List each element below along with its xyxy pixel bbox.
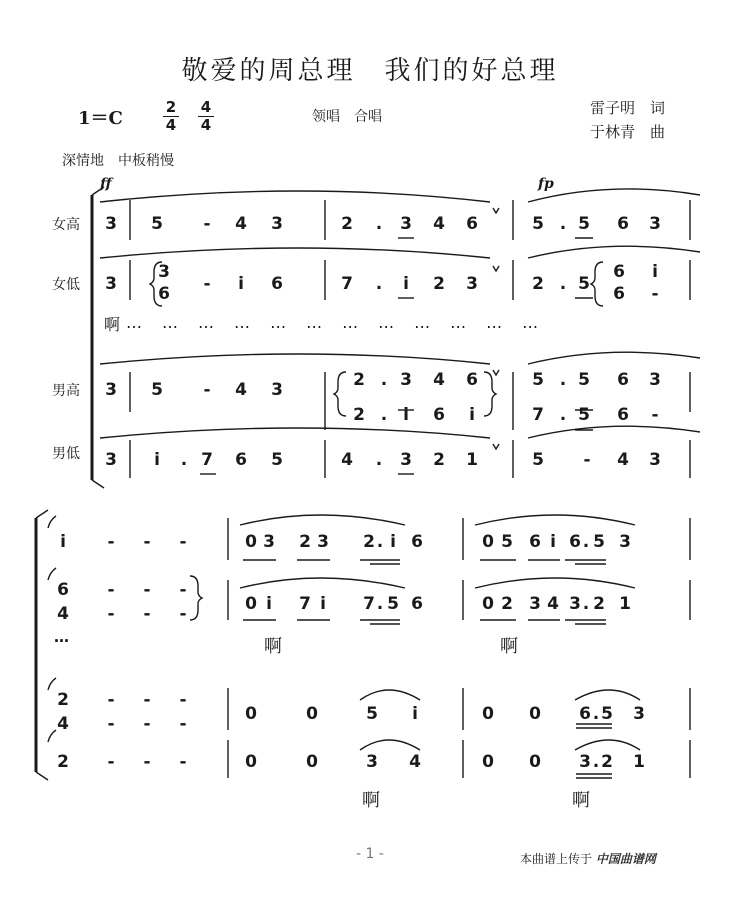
composer-credit: 于林青 曲 [590, 123, 666, 141]
lyric-ah-5: 啊 [572, 790, 590, 811]
lyric-continuation: … … … … … … … … … … … … [126, 313, 541, 332]
lyric-ah-4: 啊 [362, 790, 380, 811]
upload-notice: 本曲谱上传于 中国曲谱网 [520, 852, 656, 866]
dynamic-fp: fp [538, 176, 554, 192]
site-logo: 中国曲谱网 [595, 852, 656, 866]
lyricist-credit: 雷子明 词 [590, 99, 666, 117]
part-label-soprano: 女高 [52, 217, 80, 233]
page-number: - 1 - [356, 846, 384, 862]
part-label-alto: 女低 [52, 277, 80, 293]
dynamic-ff: ff [100, 176, 112, 192]
lyric-ah-2: 啊 [264, 636, 282, 657]
key-signature: 1＝C [78, 108, 123, 129]
lyric-ah-1: 啊 [104, 315, 121, 334]
time-signature-4-4: 4 4 [198, 100, 214, 133]
tempo-marking: 深情地 中板稍慢 [62, 153, 174, 169]
continuation-dots: … [54, 628, 69, 646]
score-title: 敬爱的周总理 我们的好总理 [181, 56, 559, 86]
lyric-ah-3: 啊 [500, 636, 518, 657]
part-label-tenor: 男高 [52, 383, 80, 399]
performance-form: 领唱 合唱 [312, 109, 382, 125]
time-signature-2-4: 2 4 [163, 100, 179, 133]
part-label-bass: 男低 [52, 446, 80, 462]
